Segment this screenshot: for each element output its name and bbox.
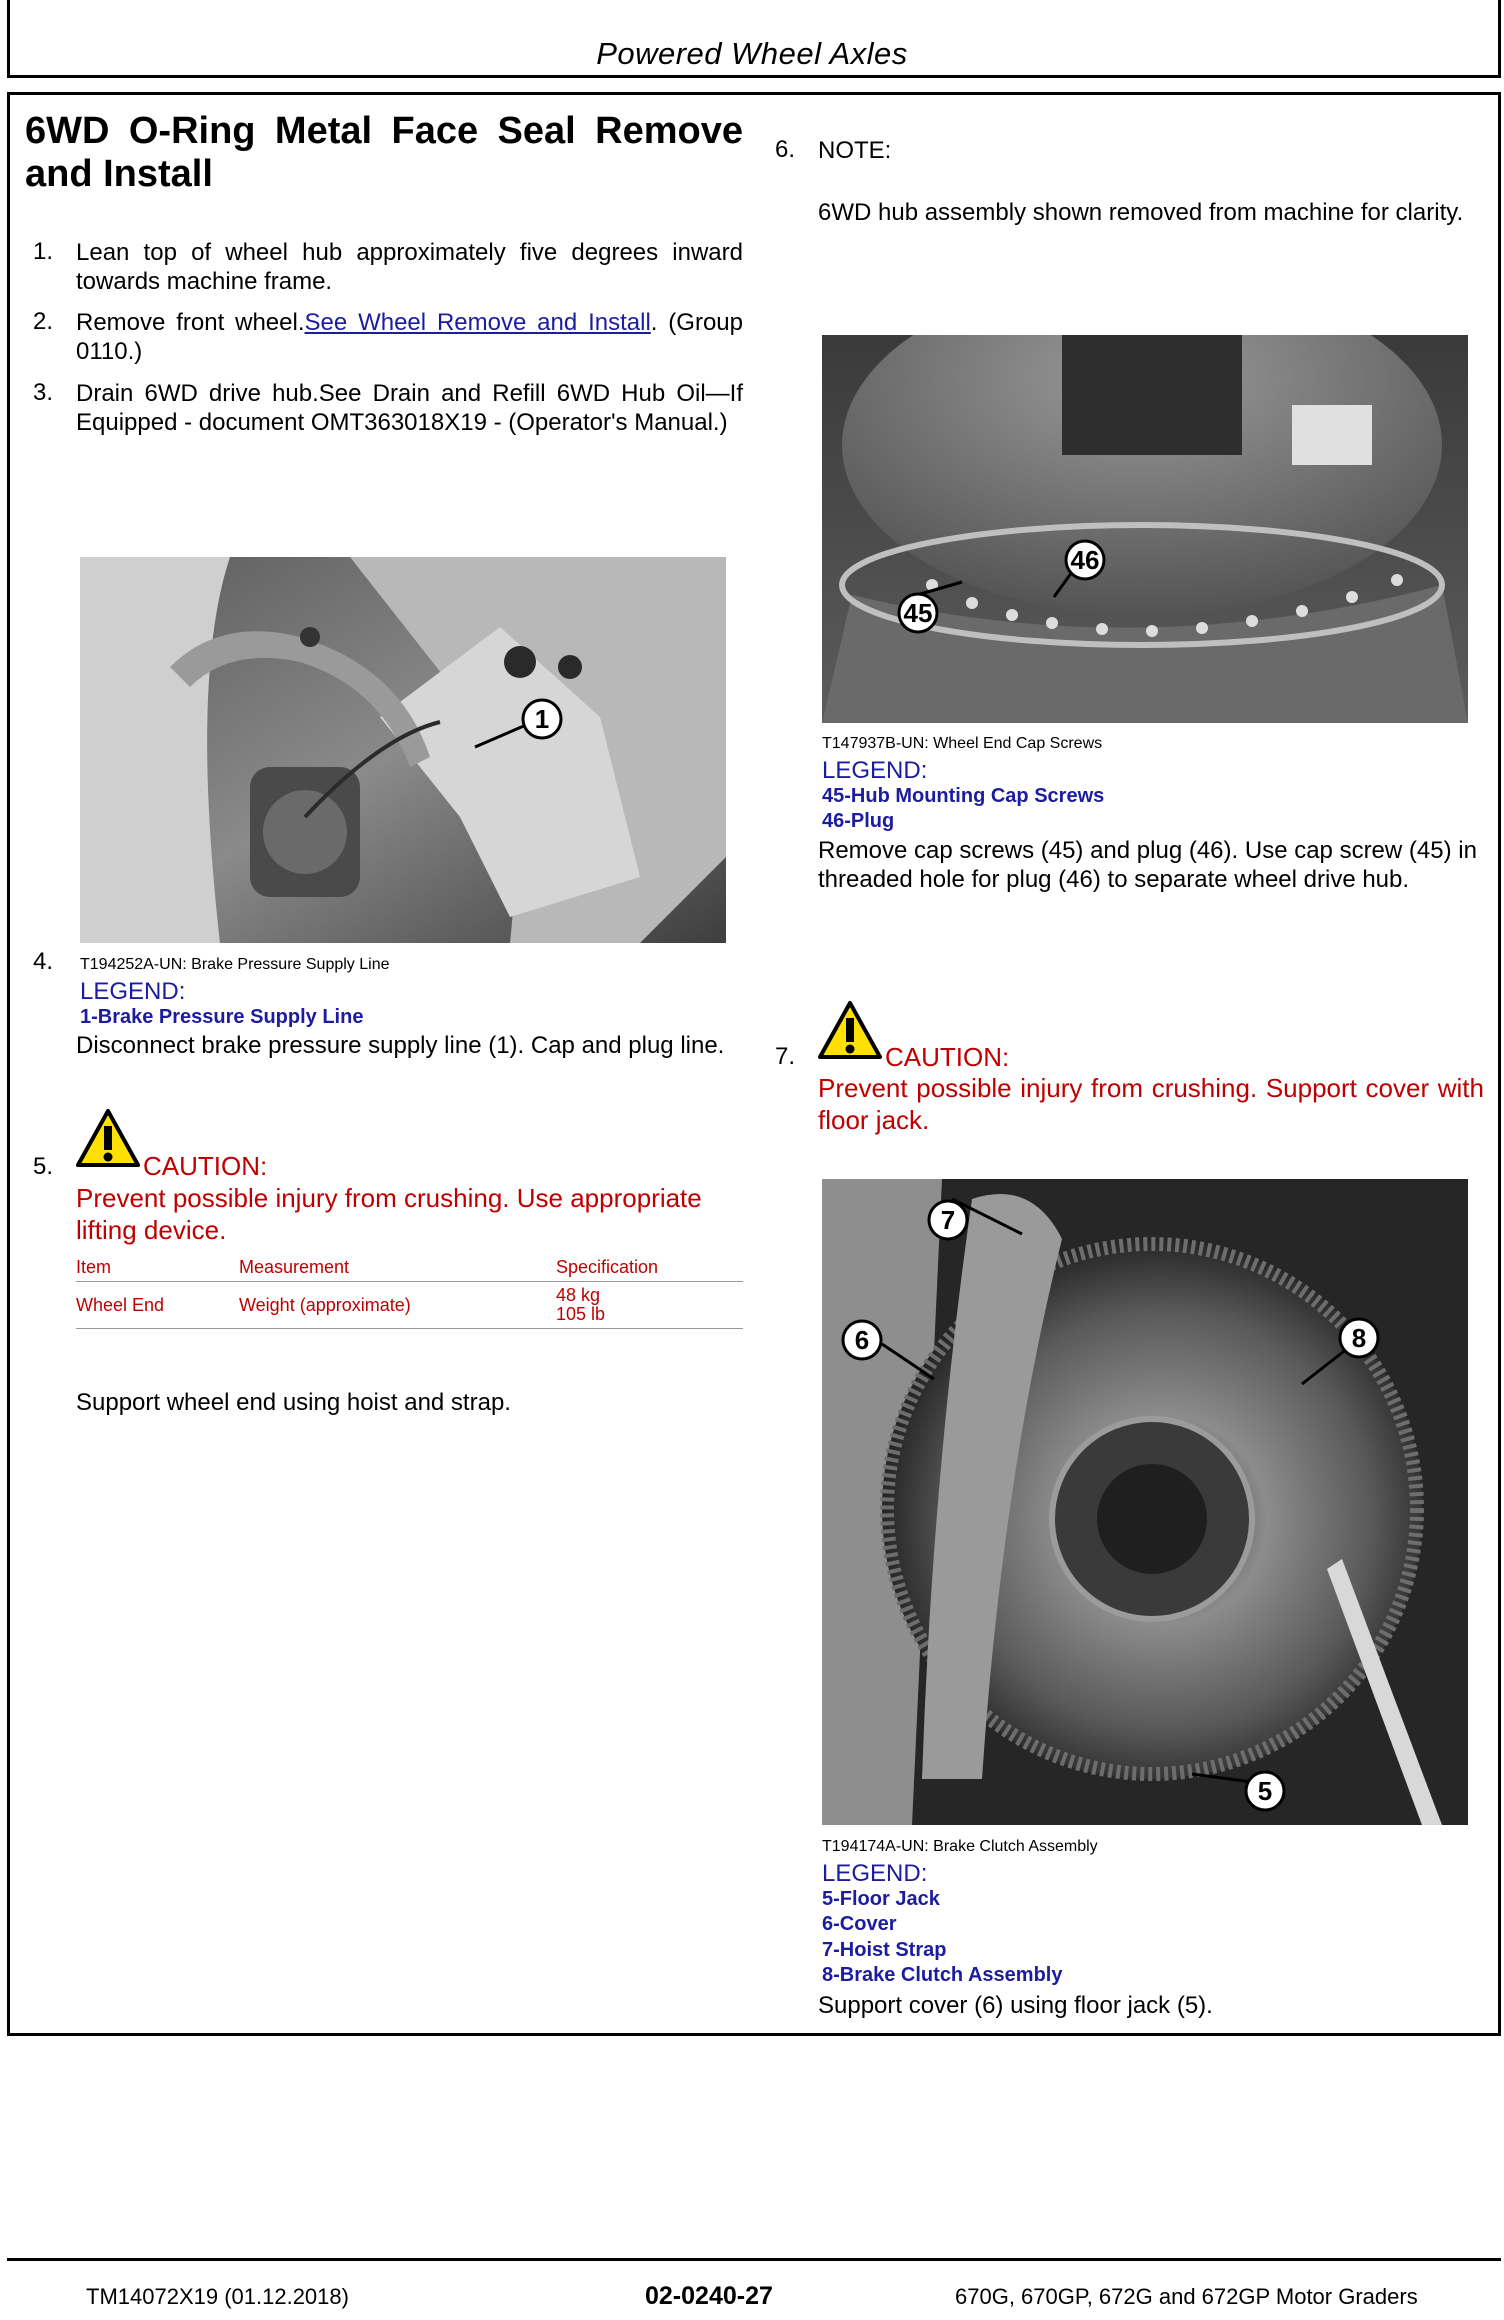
svg-text:8: 8 [1351,1323,1367,1353]
step-6-number: 6. [775,136,796,163]
callout-7 [929,1201,967,1239]
footer-doc-id: TM14072X19 (01.12.2018) [86,2284,349,2309]
step-5-number: 5. [33,1153,54,1180]
table-row [76,1282,743,1329]
wheel-remove-install-link[interactable]: See Wheel Remove and Install [304,309,651,336]
spec-measurement: Weight (approximate) [239,1282,556,1329]
step-2-number: 2. [33,308,54,335]
footer-page-number: 02-0240-27 [645,2282,773,2310]
footer-product: 670G, 670GP, 672G and 672GP Motor Graders [955,2284,1418,2309]
step-6-legend-heading: LEGEND: [822,757,928,784]
step-2-text [76,308,743,366]
spec-value-metric: 48 kg [556,1285,601,1305]
step-7-text: Support cover (6) using floor jack (5). [818,1992,1213,2019]
spec-header-item: Item [76,1255,239,1282]
step-1-text: Lean top of wheel hub approximately five degrees inward towards machine frame. [76,239,743,295]
step-7-legend-item-8: 8-Brake Clutch Assembly [822,1964,1063,1986]
section-title-line2: and Install [25,153,213,195]
spec-value-imperial: 105 lb [556,1304,606,1324]
callout-8 [1340,1319,1378,1357]
wheel-end-cap-screws-photo [822,335,1468,723]
step-7-legend-item-7: 7-Hoist Strap [822,1939,947,1961]
step-5-caution-label: CAUTION: [143,1151,268,1181]
brake-pressure-line-photo [80,557,726,943]
step-4-legend-heading: LEGEND: [80,978,186,1005]
spec-item: Wheel End [76,1282,239,1329]
step-6-caption: T147937B-UN: Wheel End Cap Screws [822,735,1103,752]
step-2-tail: . (Group 0110.) [76,309,744,365]
svg-text:46: 46 [1070,545,1100,575]
spec-values [556,1282,743,1329]
warning-icon [818,1000,882,1060]
callout-6 [843,1321,881,1359]
svg-text:5: 5 [1257,1776,1273,1806]
brake-clutch-assembly-photo [822,1179,1468,1825]
spec-table-header [76,1255,743,1282]
callout-5 [1246,1772,1284,1810]
step-3-number: 3. [33,379,54,406]
callout-1 [523,700,561,738]
step-6-legend-item-45: 45-Hub Mounting Cap Screws [822,785,1105,807]
step-5-caution-text: Prevent possible injury from crushing. Use appropriate lifting device. [76,1183,702,1245]
spec-table [76,1255,743,1329]
svg-text:1: 1 [534,704,550,734]
step-7-caption: T194174A-UN: Brake Clutch Assembly [822,1838,1098,1855]
step-4-text: Disconnect brake pressure supply line (1). Cap and plug line. [76,1032,725,1059]
svg-text:45: 45 [903,598,933,628]
page-header-title: Powered Wheel Axles [596,36,908,71]
step-7-caution-text: Prevent possible injury from crushing. Support cover with floor jack. [818,1073,1484,1135]
section-title [25,110,743,196]
footer-rule [7,2258,1501,2261]
step-1-number: 1. [33,238,54,265]
step-7-legend-item-5: 5-Floor Jack [822,1888,940,1910]
step-6-note-label: NOTE: [818,137,892,164]
warning-icon [76,1108,140,1168]
spec-header-specification: Specification [556,1255,743,1282]
step-6-text: Remove cap screws (45) and plug (46). Use cap screw (45) in threaded hole for plug (46) to separate wheel drive hub. [818,837,1477,893]
step-3-text: Drain 6WD drive hub.See Drain and Refill 6WD Hub Oil—If Equipped - document OMT363018X19 - (Operator's Manual.) [76,380,743,436]
spec-header-measurement: Measurement [239,1255,556,1282]
step-6-note-text: 6WD hub assembly shown removed from machine for clarity. [818,199,1464,226]
callout-45 [899,594,937,632]
step-5-text: Support wheel end using hoist and strap. [76,1389,511,1416]
step-6-legend-item-46: 46-Plug [822,810,895,832]
step-7-caution-label: CAUTION: [885,1042,1010,1072]
step-4-number: 4. [33,948,54,975]
step-2-lead: Remove front wheel. [76,309,305,336]
step-7-number: 7. [775,1043,796,1070]
step-7-legend-item-6: 6-Cover [822,1913,897,1935]
svg-text:7: 7 [940,1205,956,1235]
step-4-legend-item: 1-Brake Pressure Supply Line [80,1006,364,1028]
step-7-legend-heading: LEGEND: [822,1860,928,1887]
step-4-caption: T194252A-UN: Brake Pressure Supply Line [80,956,390,973]
section-title-line1: 6WD O-Ring Metal Face Seal Remove [25,110,743,152]
svg-text:6: 6 [854,1325,870,1355]
callout-46 [1066,541,1104,579]
